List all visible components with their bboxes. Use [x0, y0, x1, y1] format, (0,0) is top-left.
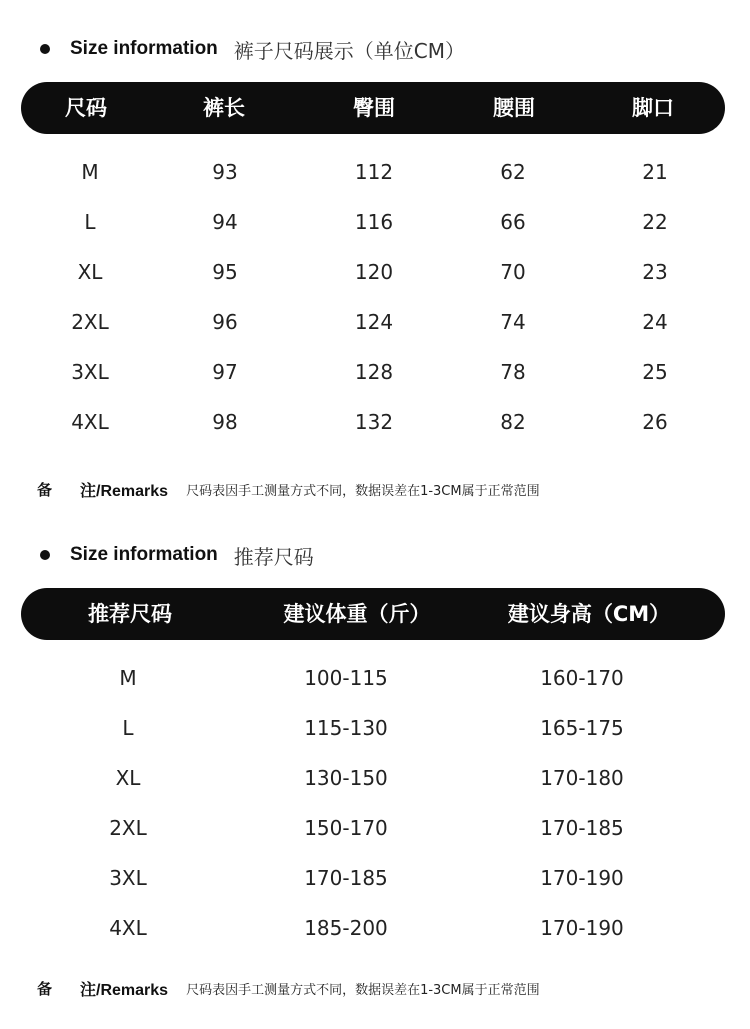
cell-waist: 70 [500, 260, 526, 284]
cell-size: XL [77, 260, 103, 284]
cell-length: 93 [212, 160, 238, 184]
header-size: 尺码 [65, 96, 107, 120]
cell-size: L [122, 716, 134, 740]
table-row [0, 753, 750, 803]
pants-section-title [40, 34, 465, 64]
table-row [0, 397, 750, 447]
cell-hip: 120 [354, 260, 394, 284]
cell-hip: 132 [354, 410, 394, 434]
cell-hip: 124 [354, 310, 394, 334]
table-row [0, 147, 750, 197]
recommend-remarks [37, 976, 540, 1000]
cell-size: 2XL [109, 816, 147, 840]
cell-hem: 25 [642, 360, 668, 384]
remark-char: 备 [37, 979, 53, 998]
bullet-icon [40, 550, 50, 560]
cell-size: M [119, 666, 137, 690]
cell-length: 96 [212, 310, 238, 334]
cell-weight: 100-115 [304, 666, 388, 690]
section-title-cn: 推荐尺码 [233, 544, 314, 569]
remark-text: 尺码表因手工测量方式不同，数据误差在1-3CM属于正常范围 [186, 982, 540, 998]
recommend-table-body [0, 653, 750, 953]
cell-height: 170-190 [540, 866, 624, 890]
remark-label: 注/Remarks [80, 482, 169, 500]
cell-weight: 115-130 [304, 716, 388, 740]
cell-hem: 22 [642, 210, 668, 234]
cell-weight: 170-185 [304, 866, 388, 890]
table-row [0, 703, 750, 753]
cell-waist: 74 [500, 310, 526, 334]
bullet-icon [40, 44, 50, 54]
cell-size: 2XL [71, 310, 109, 334]
table-row [0, 197, 750, 247]
cell-weight: 150-170 [304, 816, 388, 840]
table-row [0, 247, 750, 297]
cell-hip: 112 [354, 160, 394, 184]
cell-length: 94 [212, 210, 238, 234]
section-title-en: Size information [70, 38, 218, 59]
cell-waist: 82 [500, 410, 526, 434]
recommend-table-header [21, 588, 725, 640]
table-row [0, 297, 750, 347]
section-title-en: Size information [70, 544, 218, 565]
remark-text: 尺码表因手工测量方式不同，数据误差在1-3CM属于正常范围 [186, 483, 540, 499]
cell-hem: 24 [642, 310, 668, 334]
cell-size: 3XL [109, 866, 147, 890]
cell-length: 97 [212, 360, 238, 384]
cell-height: 170-185 [540, 816, 624, 840]
cell-height: 170-180 [540, 766, 624, 790]
cell-height: 160-170 [540, 666, 624, 690]
table-row [0, 803, 750, 853]
cell-size: 3XL [71, 360, 109, 384]
cell-height: 165-175 [540, 716, 624, 740]
cell-hem: 21 [642, 160, 668, 184]
cell-waist: 78 [500, 360, 526, 384]
table-row [0, 853, 750, 903]
cell-hip: 128 [354, 360, 394, 384]
remark-char: 备 [37, 480, 53, 499]
table-row [0, 347, 750, 397]
recommend-section-title [40, 540, 314, 570]
table-row [0, 653, 750, 703]
pants-table-header [21, 82, 725, 134]
cell-weight: 185-200 [304, 916, 388, 940]
remark-label: 注/Remarks [80, 981, 169, 999]
cell-waist: 66 [500, 210, 526, 234]
cell-hem: 23 [642, 260, 668, 284]
pants-table-body [0, 147, 750, 447]
pants-remarks [37, 477, 540, 501]
section-title-cn: 裤子尺码展示（单位CM） [233, 38, 466, 63]
header-waist: 腰围 [493, 96, 535, 120]
header-length: 裤长 [203, 96, 245, 120]
table-row [0, 903, 750, 953]
cell-waist: 62 [500, 160, 526, 184]
cell-hem: 26 [642, 410, 668, 434]
cell-length: 98 [212, 410, 238, 434]
header-recommended-size: 推荐尺码 [88, 602, 172, 626]
cell-hip: 116 [354, 210, 394, 234]
header-hem: 脚口 [632, 96, 674, 120]
header-hip: 臀围 [353, 96, 395, 120]
cell-length: 95 [212, 260, 238, 284]
header-weight: 建议体重（斤） [283, 602, 431, 626]
cell-weight: 130-150 [304, 766, 388, 790]
cell-size: M [81, 160, 99, 184]
header-height: 建议身高（CM） [507, 602, 671, 626]
cell-size: L [84, 210, 96, 234]
cell-size: 4XL [109, 916, 147, 940]
cell-size: 4XL [71, 410, 109, 434]
cell-height: 170-190 [540, 916, 624, 940]
cell-size: XL [115, 766, 141, 790]
